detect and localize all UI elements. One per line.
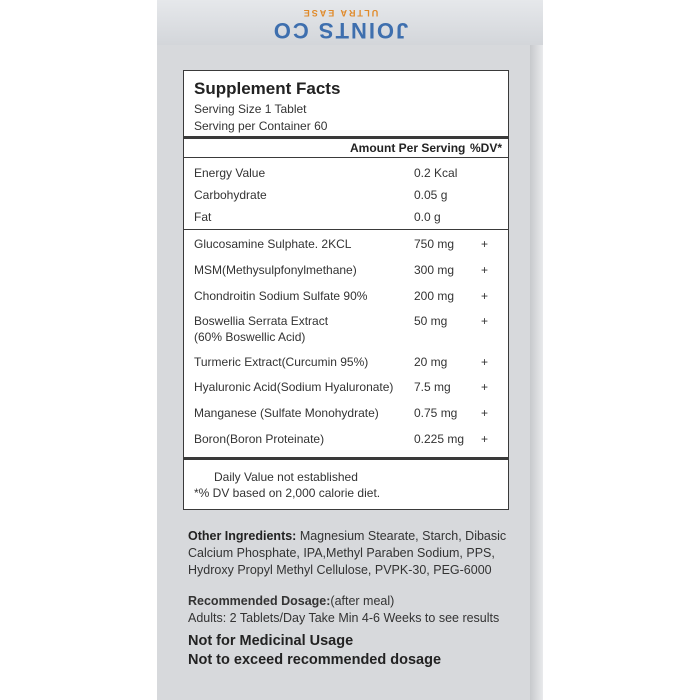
ingredient-name: Boswellia Serrata Extract <box>194 314 329 328</box>
ingredient-amount: 7.5 mg <box>414 380 451 394</box>
other-ingredients <box>188 528 518 579</box>
supplement-facts-panel <box>183 70 509 510</box>
ingredient-dv: + <box>481 432 489 446</box>
ingredient-name: MSM(Methysulpfonylmethane) <box>194 263 357 277</box>
header-dv: %DV* <box>470 141 503 155</box>
nutrient-amount: 0.0 g <box>414 210 441 224</box>
ingredient-amount: 300 mg <box>414 263 455 277</box>
recommended-dosage <box>188 593 518 627</box>
ingredient-name: Manganese (Sulfate Monohydrate) <box>194 406 379 420</box>
header-amount-per-serving: Amount Per Serving <box>350 141 466 155</box>
facts-title: Supplement Facts <box>194 79 341 98</box>
ingredient-dv: + <box>481 406 489 420</box>
dosage-label: Recommended Dosage: <box>188 594 331 608</box>
brand-subtitle: ULTRA EASE <box>301 8 379 18</box>
other-ingredients-text: Magnesium Stearate, Starch, Dibasic Calcium Phosphate, IPA,Methyl Paraben Sodium, PPS, Hydroxy Propyl Methyl Cellulose, PVPK-30, PEG-6000 <box>188 529 507 577</box>
nutrient-amount: 0.2 Kcal <box>414 166 458 180</box>
nutrient-name: Carbohydrate <box>194 188 267 202</box>
serving-size: Serving Size 1 Tablet <box>194 102 307 116</box>
footnote-dv-basis: *% DV based on 2,000 calorie diet. <box>194 486 381 500</box>
nutrient-amount: 0.05 g <box>414 188 448 202</box>
divider-thick <box>184 136 508 139</box>
ingredient-name: Glucosamine Sulphate. 2KCL <box>194 237 352 251</box>
other-ingredients-label: Other Ingredients: <box>188 529 297 543</box>
ingredient-dv: + <box>481 289 489 303</box>
brand-logo-upside-down <box>240 8 440 42</box>
divider <box>184 229 508 230</box>
ingredient-amount: 200 mg <box>414 289 455 303</box>
box-side-edge <box>530 0 543 700</box>
ingredient-amount: 0.75 mg <box>414 406 458 420</box>
dosage-note: (after meal) <box>330 594 395 608</box>
dosage-text: Adults: 2 Tablets/Day Take Min 4-6 Weeks to see results <box>188 611 500 625</box>
serving-per-container: Serving per Container 60 <box>194 119 328 133</box>
footnotes <box>194 469 380 501</box>
nutrient-name: Energy Value <box>194 166 266 180</box>
ingredient-amount: 20 mg <box>414 355 448 369</box>
ingredient-dv: + <box>481 380 489 394</box>
ingredient-dv: + <box>481 355 489 369</box>
ingredient-name-line2: (60% Boswellic Acid) <box>194 330 306 344</box>
nutrient-name: Fat <box>194 210 212 224</box>
divider <box>184 157 508 158</box>
warning-medicinal: Not for Medicinal Usage <box>188 633 354 649</box>
ingredient-amount: 50 mg <box>414 314 448 328</box>
ingredient-dv: + <box>481 263 489 277</box>
warnings <box>188 632 441 670</box>
ingredient-name: Chondroitin Sodium Sulfate 90% <box>194 289 368 303</box>
footnote-daily-value: Daily Value not established <box>214 470 358 484</box>
ingredient-dv: + <box>481 237 489 251</box>
brand-name: JOINTS CO <box>271 18 409 43</box>
ingredient-name: Hyaluronic Acid(Sodium Hyaluronate) <box>194 380 394 394</box>
ingredient-amount: 750 mg <box>414 237 455 251</box>
ingredient-dv: + <box>481 314 489 328</box>
ingredient-amount: 0.225 mg <box>414 432 465 446</box>
ingredient-name: Turmeric Extract(Curcumin 95%) <box>194 355 369 369</box>
ingredient-name: Boron(Boron Proteinate) <box>194 432 325 446</box>
divider-thick <box>184 457 508 460</box>
warning-dosage: Not to exceed recommended dosage <box>188 652 442 668</box>
